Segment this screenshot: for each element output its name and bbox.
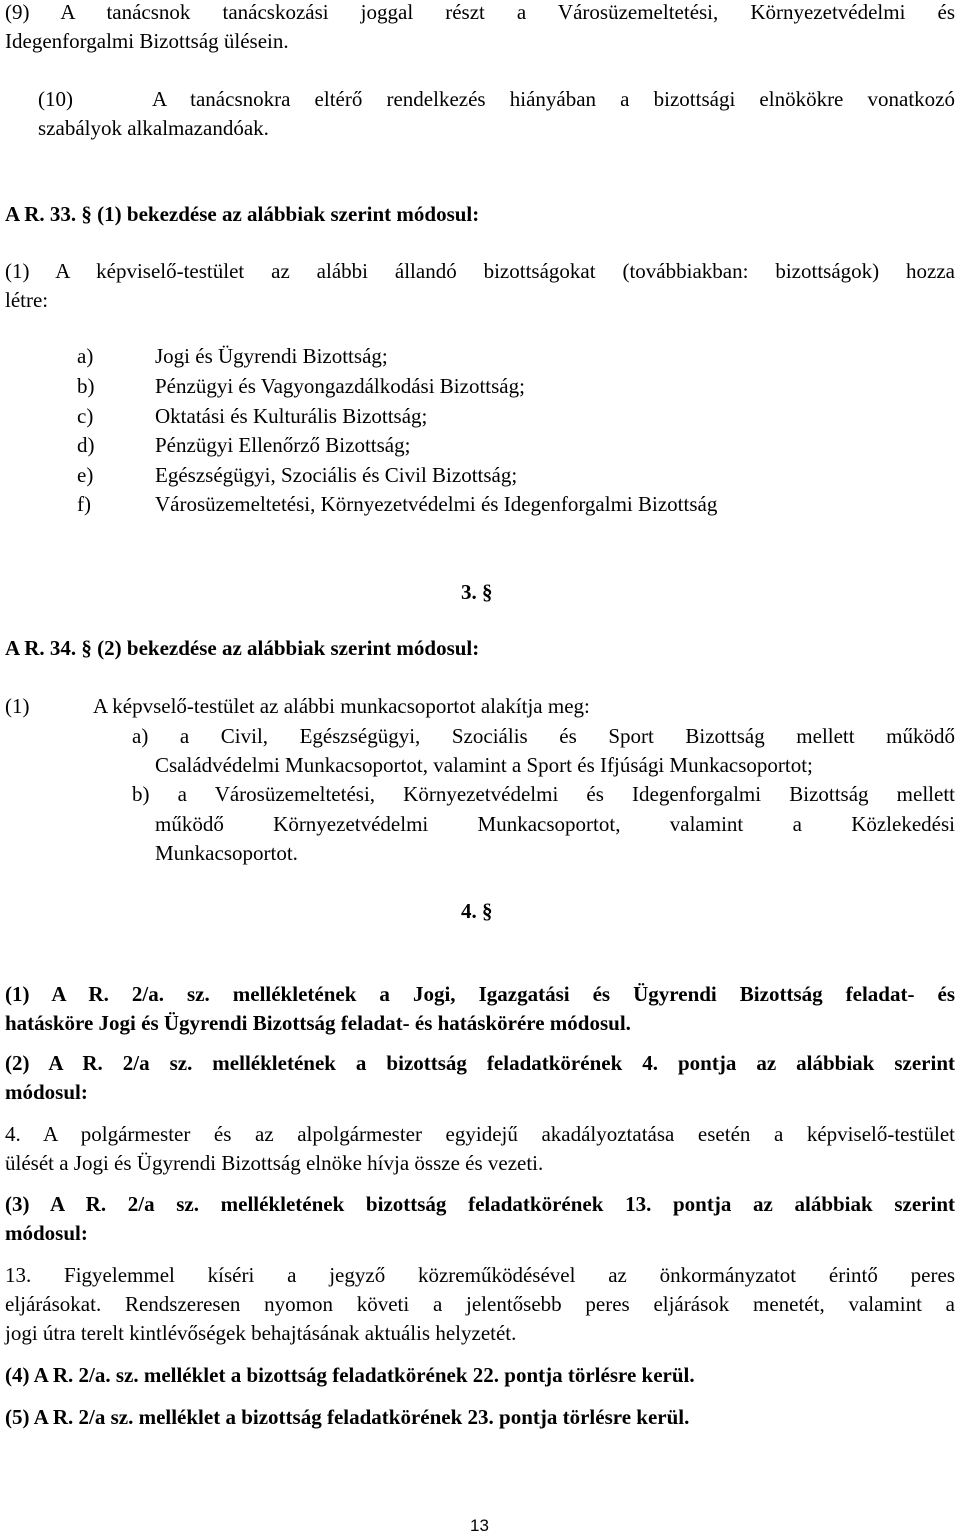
paragraph-34-item-b-line-2: működő Környezetvédelmi Munkacsoportot, valamint a Közlekedési bbox=[155, 812, 955, 836]
paragraph-33-line-1: (1) A képviselő-testület az alábbi állandó bizottságokat (továbbiakban: bizottságok) hozza bbox=[5, 259, 955, 283]
s4-point-13-line-1: 13. Figyelemmel kíséri a jegyző közreműködésével az önkormányzatot érintő peres bbox=[5, 1263, 955, 1287]
s4-paragraph-5: (5) A R. 2/a sz. melléklet a bizottság feladatkörének 23. pontja törlésre kerül. bbox=[5, 1405, 690, 1429]
section-number-4: 4. § bbox=[461, 899, 493, 923]
list-item-letter: f) bbox=[77, 492, 91, 516]
section-heading-33: A R. 33. § (1) bekezdése az alábbiak szerint módosul: bbox=[5, 202, 480, 226]
paragraph-34-item-a-line-2: Családvédelmi Munkacsoportot, valamint a Sport és Ifjúsági Munkacsoportot; bbox=[155, 753, 813, 777]
section-number-3: 3. § bbox=[461, 580, 493, 604]
section-heading-34: A R. 34. § (2) bekezdése az alábbiak szerint módosul: bbox=[5, 636, 480, 660]
list-item-letter: d) bbox=[77, 433, 95, 457]
list-item-letter: a) bbox=[77, 344, 94, 368]
list-item-letter: e) bbox=[77, 463, 94, 487]
list-item-text: Egészségügyi, Szociális és Civil Bizottság; bbox=[155, 463, 518, 487]
s4-point-4-line-1: 4. A polgármester és az alpolgármester egyidejű akadályoztatása esetén a képviselő-testület bbox=[5, 1122, 955, 1146]
list-item-letter: b) bbox=[77, 374, 95, 398]
paragraph-34-item-a-line-1: a) a Civil, Egészségügyi, Szociális és Sport Bizottság mellett működő bbox=[132, 724, 955, 748]
list-item-text: Oktatási és Kulturális Bizottság; bbox=[155, 404, 428, 428]
list-item-letter: c) bbox=[77, 404, 94, 428]
paragraph-9-line-1: (9) A tanácsnok tanácskozási joggal részt a Városüzemeltetési, Környezetvédelmi és bbox=[5, 0, 955, 24]
paragraph-34-item-b-line-3: Munkacsoportot. bbox=[155, 841, 298, 865]
s4-point-4-line-2: ülését a Jogi és Ügyrendi Bizottság elnöke hívja össze és vezeti. bbox=[5, 1151, 544, 1175]
paragraph-9-line-2: Idegenforgalmi Bizottság ülésein. bbox=[5, 29, 289, 53]
paragraph-34-number: (1) bbox=[5, 694, 30, 718]
list-item-text: Pénzügyi Ellenőrző Bizottság; bbox=[155, 433, 411, 457]
list-item-text: Pénzügyi és Vagyongazdálkodási Bizottság; bbox=[155, 374, 525, 398]
s4-paragraph-2-line-2: módosul: bbox=[5, 1080, 88, 1104]
page-number: 13 bbox=[470, 1516, 489, 1535]
paragraph-34-intro: A képvselő-testület az alábbi munkacsoportot alakítja meg: bbox=[93, 694, 590, 718]
s4-paragraph-2-line-1: (2) A R. 2/a sz. mellékletének a bizottság feladatkörének 4. pontja az alábbiak szerint bbox=[5, 1051, 955, 1075]
s4-point-13-line-2: eljárásokat. Rendszeresen nyomon követi a jelentősebb peres eljárások menetét, valamint a bbox=[5, 1292, 955, 1316]
paragraph-10-number: (10) bbox=[38, 87, 73, 111]
s4-paragraph-3-line-2: módosul: bbox=[5, 1221, 88, 1245]
list-item-text: Városüzemeltetési, Környezetvédelmi és Idegenforgalmi Bizottság bbox=[155, 492, 718, 516]
paragraph-10-line-2: szabályok alkalmazandóak. bbox=[38, 116, 269, 140]
list-item-text: Jogi és Ügyrendi Bizottság; bbox=[155, 344, 388, 368]
s4-paragraph-4: (4) A R. 2/a. sz. melléklet a bizottság feladatkörének 22. pontja törlésre kerül. bbox=[5, 1363, 695, 1387]
paragraph-10-line-1: A tanácsnokra eltérő rendelkezés hiányában a bizottsági elnökökre vonatkozó bbox=[152, 87, 955, 111]
paragraph-34-item-b-line-1: b) a Városüzemeltetési, Környezetvédelmi és Idegenforgalmi Bizottság mellett bbox=[132, 782, 955, 806]
s4-paragraph-3-line-1: (3) A R. 2/a sz. mellékletének bizottság feladatkörének 13. pontja az alábbiak szerint bbox=[5, 1192, 955, 1216]
s4-paragraph-1-line-1: (1) A R. 2/a. sz. mellékletének a Jogi, Igazgatási és Ügyrendi Bizottság feladat- és bbox=[5, 982, 955, 1006]
s4-paragraph-1-line-2: hatásköre Jogi és Ügyrendi Bizottság feladat- és hatáskörére módosul. bbox=[5, 1011, 631, 1035]
s4-point-13-line-3: jogi útra terelt kintlévőségek behajtásának aktuális helyzetét. bbox=[5, 1321, 517, 1345]
paragraph-33-line-2: létre: bbox=[5, 288, 49, 312]
